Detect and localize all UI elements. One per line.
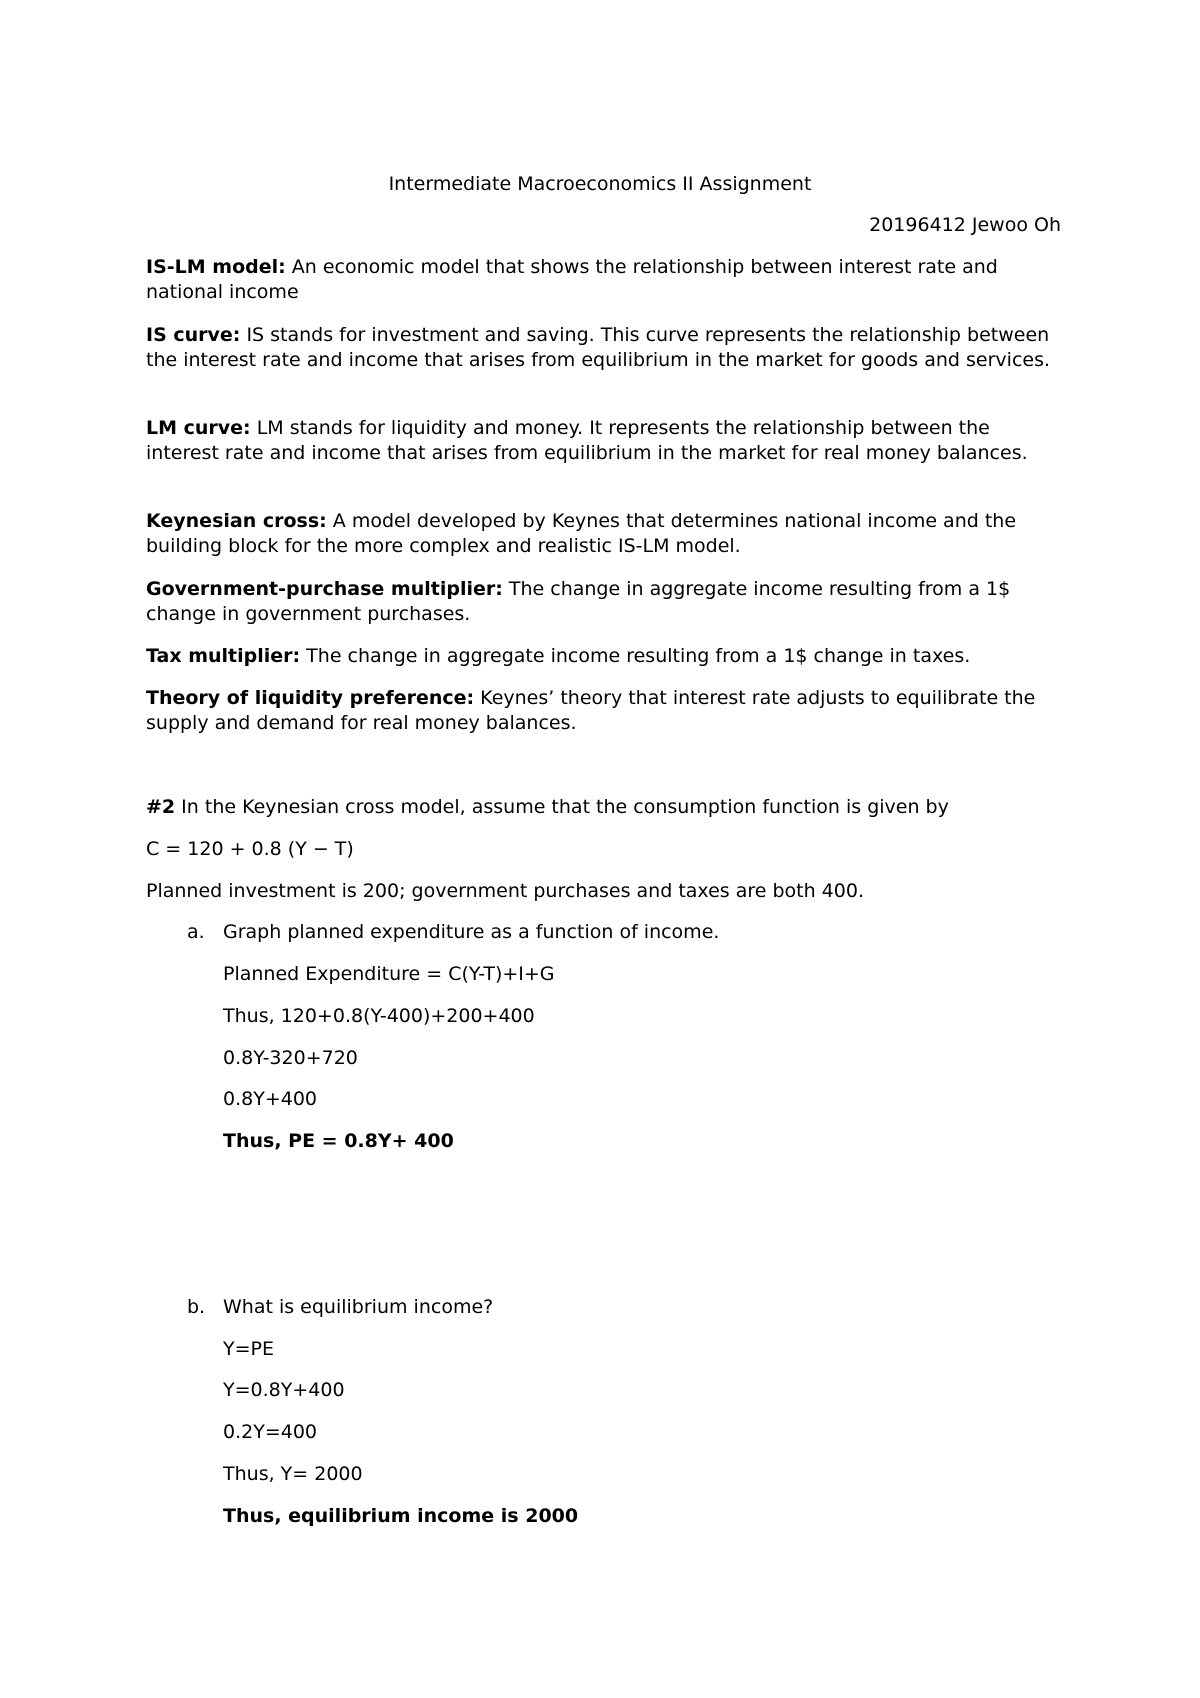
question-intro <box>146 795 1061 820</box>
definition-term: Government-purchase multiplier: <box>146 578 503 600</box>
part-b-answer: Thus, equilibrium income is 2000 <box>223 1505 579 1527</box>
part-a-step: Thus, 120+0.8(Y-400)+200+400 <box>223 1005 535 1027</box>
document-title: Intermediate Macroeconomics II Assignment <box>388 173 812 195</box>
part-a-step: Planned Expenditure = C(Y-T)+I+G <box>223 963 555 985</box>
part-b-step: Y=0.8Y+400 <box>223 1379 345 1401</box>
part-a-prompt: Graph planned expenditure as a function of income. <box>223 921 720 943</box>
definition-text: Keynes’ theory that interest rate adjusts to equilibrate the supply and demand for real money balances. <box>146 687 1036 734</box>
definition-text: The change in aggregate income resulting from a 1$ change in taxes. <box>300 645 971 667</box>
definition-keynesian-cross <box>146 509 1061 559</box>
part-b-marker: b. <box>187 1296 206 1318</box>
definition-term: Keynesian cross: <box>146 510 327 532</box>
definition-is-curve <box>146 323 1061 373</box>
definition-tax-multiplier <box>146 644 1061 669</box>
definition-text: The change in aggregate income resulting from a 1$ change in government purchases. <box>146 578 1011 625</box>
part-a-answer: Thus, PE = 0.8Y+ 400 <box>223 1130 454 1152</box>
definition-term: Theory of liquidity preference: <box>146 687 475 709</box>
definition-term: Tax multiplier: <box>146 645 301 667</box>
question-number: #2 <box>146 796 176 818</box>
definition-text: A model developed by Keynes that determines national income and the building block for the more complex and realistic IS-LM model. <box>146 510 1017 557</box>
definition-text: LM stands for liquidity and money. It represents the relationship between the interest rate and income that arises from equilibrium in the market for real money balances. <box>146 417 1028 464</box>
definition-theory-of-liquidity-preference <box>146 686 1061 736</box>
part-b-step: 0.2Y=400 <box>223 1421 318 1443</box>
author-line: 20196412 Jewoo Oh <box>869 214 1061 236</box>
question-intro-text: In the Keynesian cross model, assume that the consumption function is given by <box>175 796 949 818</box>
definition-is-lm-model <box>146 255 1061 305</box>
definition-term: LM curve: <box>146 417 251 439</box>
question-given: Planned investment is 200; government purchases and taxes are both 400. <box>146 880 864 902</box>
definition-lm-curve <box>146 416 1061 466</box>
consumption-function: C = 120 + 0.8 (Y − T) <box>146 838 354 860</box>
definition-term: IS-LM model: <box>146 256 286 278</box>
definition-text: IS stands for investment and saving. This curve represents the relationship between the interest rate and income that arises from equilibrium in the market for goods and services. <box>146 324 1051 371</box>
part-b-prompt: What is equilibrium income? <box>223 1296 494 1318</box>
part-b-step: Y=PE <box>223 1338 274 1360</box>
definition-term: IS curve: <box>146 324 241 346</box>
part-a-step: 0.8Y-320+720 <box>223 1047 358 1069</box>
part-a-marker: a. <box>187 921 205 943</box>
part-b-step: Thus, Y= 2000 <box>223 1463 363 1485</box>
definition-government-purchase-multiplier <box>146 577 1061 627</box>
part-a-step: 0.8Y+400 <box>223 1088 318 1110</box>
definition-text: An economic model that shows the relationship between interest rate and national income <box>146 256 998 303</box>
